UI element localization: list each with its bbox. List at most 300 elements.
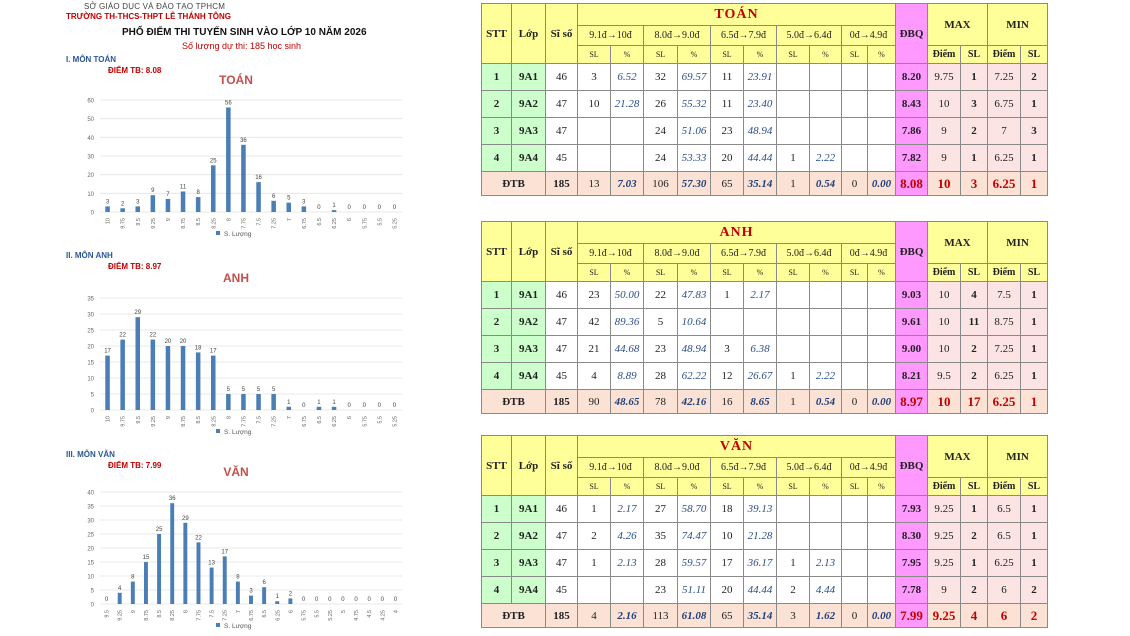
x-tick-label: 7.25: [271, 218, 278, 229]
row-min-count: 2: [1021, 64, 1048, 91]
header-class: Lớp: [512, 4, 546, 64]
pct-header: %: [678, 264, 711, 282]
table-row: [482, 118, 1048, 145]
x-tick-label: 7.75: [241, 416, 248, 427]
total-bucket-percent: 0.00: [868, 390, 896, 414]
header-max: MAX: [928, 436, 988, 478]
header-min: MIN: [988, 4, 1048, 46]
y-tick-label: 5: [90, 588, 94, 595]
total-label: ĐTB: [482, 172, 546, 196]
bar-value-label: 11: [179, 184, 187, 191]
chart-bar: [332, 210, 337, 212]
bucket-percent: 89.36: [611, 309, 644, 336]
bar-value-label: 0: [362, 403, 366, 409]
total-bucket-count: 78: [644, 390, 678, 414]
bucket-percent: 48.94: [744, 118, 777, 145]
x-tick-label: 6.75: [301, 218, 308, 229]
x-tick-label: 4.75: [354, 610, 361, 621]
chart-bar: [286, 407, 291, 410]
bucket-percent: 44.44: [744, 145, 777, 172]
table-row: [482, 309, 1048, 336]
chart-bar: [166, 199, 171, 212]
bar-value-label: 0: [301, 597, 306, 603]
pct-header: %: [868, 478, 896, 496]
total-bucket-count: 0: [842, 390, 868, 414]
sl-header: SL: [842, 478, 868, 496]
row-max-score: 9: [928, 145, 961, 172]
x-tick-label: 9: [130, 610, 137, 614]
range-header: 9.1đ→10đ: [578, 244, 644, 264]
row-min-count: 1: [1021, 496, 1048, 523]
range-header: 0đ→4.9đ: [842, 244, 896, 264]
row-min-count: 1: [1021, 336, 1048, 363]
bar-value-label: 0: [377, 205, 382, 211]
bar-chart-english: [84, 268, 414, 443]
x-tick-label: 7.25: [271, 416, 278, 427]
total-bucket-percent: 61.08: [678, 604, 711, 628]
row-min-count: 1: [1021, 550, 1048, 577]
bar-value-label: 1: [317, 399, 321, 406]
table-2: [481, 435, 1048, 628]
bucket-count: 1: [777, 145, 810, 172]
x-tick-label: 6.25: [275, 610, 282, 621]
bucket-percent: 62.22: [678, 363, 711, 390]
table-row: [482, 336, 1048, 363]
bar-value-label: 13: [208, 560, 215, 567]
sl-header: SL: [777, 264, 810, 282]
range-header: 9.1đ→10đ: [578, 26, 644, 46]
row-average: 7.95: [896, 550, 928, 577]
header-min: MIN: [988, 436, 1048, 478]
total-max-score: 9.25: [928, 604, 961, 628]
bucket-percent: [810, 309, 842, 336]
bucket-percent: [868, 118, 896, 145]
table-row: [482, 282, 1048, 309]
total-bucket-count: 65: [711, 604, 744, 628]
header-average: ĐBQ: [896, 222, 928, 282]
x-tick-label: 9: [165, 416, 172, 420]
chart-bar: [256, 182, 261, 212]
bucket-percent: 4.26: [611, 523, 644, 550]
sl-header: SL: [777, 46, 810, 64]
table-row: [482, 523, 1048, 550]
bucket-count: [842, 145, 868, 172]
bar-chart-math: [84, 70, 414, 245]
total-bucket-percent: 35.14: [744, 172, 777, 196]
bar-value-label: 0: [362, 205, 366, 211]
bar-value-label: 5: [256, 387, 261, 393]
section-avg-math: ĐIỂM TB: 8.08: [108, 66, 162, 75]
chart-bar: [144, 562, 148, 604]
chart-bar: [135, 206, 140, 212]
range-header: 6.5đ→7.9đ: [711, 244, 777, 264]
x-tick-label: 5.5: [377, 416, 384, 424]
pct-header: %: [810, 46, 842, 64]
chart-bar: [157, 534, 161, 604]
chart-bar: [271, 394, 276, 410]
y-tick-label: 20: [87, 173, 94, 180]
row-average: 8.20: [896, 64, 928, 91]
max-score-header: Điểm: [928, 478, 961, 496]
bucket-percent: 4.44: [810, 577, 842, 604]
bucket-count: 18: [711, 496, 744, 523]
table-row: [482, 363, 1048, 390]
row-max-count: 1: [961, 145, 988, 172]
department-name: SỞ GIÁO DỤC VÀ ĐÀO TẠO TPHCM: [84, 2, 226, 11]
row-max-count: 3: [961, 91, 988, 118]
x-tick-label: 8.25: [211, 218, 218, 229]
row-class: 9A3: [512, 118, 546, 145]
x-tick-label: 5.75: [301, 610, 308, 621]
subject-title: TOÁN: [578, 4, 896, 26]
bucket-count: 23: [644, 577, 678, 604]
row-stt: 1: [482, 496, 512, 523]
x-tick-label: 4: [393, 610, 400, 614]
table-total-row: [482, 604, 1048, 628]
bucket-percent: 74.47: [678, 523, 711, 550]
total-bucket-percent: 0.54: [810, 390, 842, 414]
row-min-score: 7: [988, 118, 1021, 145]
total-bucket-percent: 48.65: [611, 390, 644, 414]
y-tick-label: 5: [90, 392, 94, 399]
chart-bar: [211, 356, 216, 410]
total-bucket-count: 1: [777, 172, 810, 196]
bar-value-label: 29: [182, 515, 189, 522]
sl-header: SL: [842, 46, 868, 64]
max-score-header: Điểm: [928, 264, 961, 282]
row-min-score: 6.25: [988, 145, 1021, 172]
bucket-percent: 50.00: [611, 282, 644, 309]
bucket-percent: 48.94: [678, 336, 711, 363]
y-tick-label: 20: [87, 546, 94, 553]
row-class: 9A3: [512, 550, 546, 577]
table-row: [482, 91, 1048, 118]
chart-bar: [166, 346, 171, 410]
y-tick-label: 35: [87, 504, 94, 511]
row-max-score: 9.25: [928, 496, 961, 523]
chart-bar: [210, 568, 214, 604]
school-name: TRƯỜNG TH-THCS-THPT LÊ THÁNH TÔNG: [66, 12, 231, 21]
chart-english: [84, 268, 414, 443]
row-min-score: 7.5: [988, 282, 1021, 309]
range-header: 9.1đ→10đ: [578, 458, 644, 478]
y-tick-label: 0: [90, 210, 94, 217]
min-score-header: Điểm: [988, 264, 1021, 282]
x-tick-label: 9.25: [117, 610, 124, 621]
bucket-count: 22: [644, 282, 678, 309]
x-tick-label: 7.5: [256, 416, 263, 424]
total-min-count: 2: [1021, 604, 1048, 628]
legend-label: S. Lượng: [224, 623, 252, 630]
range-header: 5.0đ→6.4đ: [777, 244, 842, 264]
row-stt: 3: [482, 118, 512, 145]
bucket-percent: 8.89: [611, 363, 644, 390]
row-min-score: 6.5: [988, 523, 1021, 550]
row-min-score: 6.75: [988, 91, 1021, 118]
row-stt: 2: [482, 523, 512, 550]
bar-value-label: 2: [288, 591, 293, 598]
bucket-count: [842, 91, 868, 118]
max-count-header: SL: [961, 46, 988, 64]
bar-value-label: 29: [134, 310, 142, 317]
bucket-percent: [810, 336, 842, 363]
sl-header: SL: [842, 264, 868, 282]
x-tick-label: 7.25: [222, 610, 229, 621]
bucket-count: [842, 496, 868, 523]
x-tick-label: 8.25: [170, 610, 177, 621]
row-class: 9A4: [512, 363, 546, 390]
bucket-count: 17: [711, 550, 744, 577]
table-row: [482, 64, 1048, 91]
row-average: 8.43: [896, 91, 928, 118]
y-tick-label: 50: [87, 117, 94, 124]
total-size: 185: [546, 172, 578, 196]
section-label-math: I. MÔN TOÁN: [66, 55, 117, 64]
row-class: 9A1: [512, 496, 546, 523]
bucket-count: 20: [711, 145, 744, 172]
row-min-count: 2: [1021, 577, 1048, 604]
bucket-count: [842, 523, 868, 550]
pct-header: %: [810, 478, 842, 496]
chart-bar: [170, 503, 174, 604]
row-size: 45: [546, 577, 578, 604]
bar-value-label: 22: [119, 332, 126, 339]
row-size: 47: [546, 336, 578, 363]
row-stt: 3: [482, 550, 512, 577]
chart-bar: [196, 197, 201, 212]
bucket-count: [842, 118, 868, 145]
bucket-percent: 23.40: [744, 91, 777, 118]
pct-header: %: [810, 264, 842, 282]
row-average: 9.61: [896, 309, 928, 336]
chart-bar: [120, 340, 125, 410]
bucket-percent: [868, 309, 896, 336]
table-row: [482, 550, 1048, 577]
section-avg-literature: ĐIỂM TB: 7.99: [108, 461, 162, 470]
pct-header: %: [611, 478, 644, 496]
bucket-count: 21: [578, 336, 611, 363]
bar-value-label: 22: [149, 332, 157, 339]
chart-bar: [151, 195, 156, 212]
bucket-percent: [611, 118, 644, 145]
chart-title: VĂN: [223, 465, 249, 479]
x-tick-label: 8.75: [181, 218, 188, 229]
bucket-percent: 2.17: [744, 282, 777, 309]
bucket-count: 26: [644, 91, 678, 118]
range-header: 5.0đ→6.4đ: [777, 458, 842, 478]
x-tick-label: 5.25: [327, 610, 334, 621]
row-size: 47: [546, 91, 578, 118]
x-tick-label: 8.5: [157, 610, 164, 618]
max-count-header: SL: [961, 478, 988, 496]
total-max-count: 17: [961, 390, 988, 414]
x-tick-label: 6.5: [262, 610, 269, 618]
pct-header: %: [868, 46, 896, 64]
row-average: 9.03: [896, 282, 928, 309]
x-tick-label: 9.75: [120, 416, 127, 427]
row-class: 9A1: [512, 64, 546, 91]
bucket-count: [578, 577, 611, 604]
range-header: 6.5đ→7.9đ: [711, 458, 777, 478]
bucket-count: 11: [711, 91, 744, 118]
bucket-count: 10: [578, 91, 611, 118]
x-tick-label: 7.75: [241, 218, 248, 229]
bar-value-label: 0: [341, 597, 345, 603]
total-max-count: 3: [961, 172, 988, 196]
bar-value-label: 0: [392, 403, 397, 409]
total-min-score: 6.25: [988, 390, 1021, 414]
row-size: 45: [546, 145, 578, 172]
x-tick-label: 9.75: [120, 218, 127, 229]
row-min-count: 3: [1021, 118, 1048, 145]
header-stt: STT: [482, 436, 512, 496]
bar-value-label: 0: [392, 205, 397, 211]
range-header: 5.0đ→6.4đ: [777, 26, 842, 46]
total-bucket-percent: 8.65: [744, 390, 777, 414]
total-bucket-count: 16: [711, 390, 744, 414]
chart-bar: [286, 203, 291, 212]
bucket-percent: [868, 523, 896, 550]
bar-value-label: 1: [332, 399, 336, 406]
x-tick-label: 9.25: [150, 416, 157, 427]
total-average: 7.99: [896, 604, 928, 628]
y-tick-label: 35: [87, 296, 94, 303]
pct-header: %: [744, 264, 777, 282]
y-tick-label: 25: [87, 532, 94, 539]
row-stt: 1: [482, 64, 512, 91]
table-row: [482, 145, 1048, 172]
bucket-percent: 21.28: [611, 91, 644, 118]
total-bucket-count: 65: [711, 172, 744, 196]
bar-value-label: 4: [118, 585, 122, 592]
bucket-count: [777, 118, 810, 145]
x-tick-label: 9.25: [150, 218, 157, 229]
bar-value-label: 17: [221, 549, 229, 556]
header-stt: STT: [482, 222, 512, 282]
bucket-count: 28: [644, 550, 678, 577]
y-tick-label: 15: [87, 360, 94, 367]
table-total-row: [482, 172, 1048, 196]
bucket-count: 23: [644, 336, 678, 363]
chart-bar: [196, 352, 201, 410]
chart-bar: [151, 340, 156, 410]
row-min-score: 6.25: [988, 363, 1021, 390]
table-1: [481, 221, 1048, 414]
row-min-score: 6.25: [988, 550, 1021, 577]
header-class: Lớp: [512, 222, 546, 282]
total-bucket-percent: 0.00: [868, 172, 896, 196]
bucket-percent: 59.57: [678, 550, 711, 577]
bucket-count: [842, 336, 868, 363]
min-count-header: SL: [1021, 46, 1048, 64]
sl-header: SL: [578, 478, 611, 496]
row-min-score: 7.25: [988, 64, 1021, 91]
row-average: 8.30: [896, 523, 928, 550]
y-tick-label: 15: [87, 560, 94, 567]
min-score-header: Điểm: [988, 46, 1021, 64]
sl-header: SL: [711, 478, 744, 496]
chart-bar: [271, 201, 276, 212]
bucket-count: 23: [578, 282, 611, 309]
chart-bar: [105, 206, 110, 212]
row-size: 47: [546, 118, 578, 145]
total-bucket-count: 106: [644, 172, 678, 196]
sl-header: SL: [777, 478, 810, 496]
row-max-count: 1: [961, 64, 988, 91]
x-tick-label: 7.5: [256, 218, 263, 226]
bar-value-label: 8: [131, 574, 135, 581]
x-tick-label: 9: [165, 218, 172, 222]
bucket-percent: 69.57: [678, 64, 711, 91]
chart-bar: [241, 145, 246, 212]
row-size: 46: [546, 282, 578, 309]
row-stt: 4: [482, 145, 512, 172]
row-max-count: 11: [961, 309, 988, 336]
row-average: 9.00: [896, 336, 928, 363]
chart-bar: [226, 107, 231, 212]
sl-header: SL: [644, 46, 678, 64]
row-max-count: 2: [961, 577, 988, 604]
pct-header: %: [611, 264, 644, 282]
row-size: 47: [546, 523, 578, 550]
bar-value-label: 8: [196, 190, 200, 197]
row-class: 9A2: [512, 309, 546, 336]
chart-bar: [131, 582, 135, 604]
total-bucket-count: 4: [578, 604, 611, 628]
header-min: MIN: [988, 222, 1048, 264]
bucket-percent: 2.22: [810, 145, 842, 172]
sl-header: SL: [644, 264, 678, 282]
bucket-percent: 2.13: [611, 550, 644, 577]
chart-bar: [262, 587, 266, 604]
bar-value-label: 0: [380, 597, 384, 603]
bucket-percent: 36.17: [744, 550, 777, 577]
x-tick-label: 8.75: [181, 416, 188, 427]
bucket-count: 1: [777, 550, 810, 577]
sl-header: SL: [644, 478, 678, 496]
y-tick-label: 40: [87, 135, 94, 142]
x-tick-label: 6.5: [316, 416, 323, 424]
subject-title: ANH: [578, 222, 896, 244]
bar-value-label: 6: [262, 580, 266, 587]
pct-header: %: [868, 264, 896, 282]
bar-value-label: 22: [195, 535, 202, 542]
pct-header: %: [744, 46, 777, 64]
chart-bar: [332, 407, 337, 410]
bucket-percent: [868, 336, 896, 363]
chart-bar: [249, 596, 253, 604]
bucket-count: 23: [711, 118, 744, 145]
y-tick-label: 40: [87, 490, 94, 497]
header-size: Sĩ số: [546, 222, 578, 282]
row-stt: 3: [482, 336, 512, 363]
y-tick-label: 30: [87, 518, 94, 525]
bucket-percent: 26.67: [744, 363, 777, 390]
y-tick-label: 0: [90, 602, 94, 609]
total-bucket-percent: 35.14: [744, 604, 777, 628]
x-tick-label: 6.5: [316, 218, 323, 226]
range-header: 0đ→4.9đ: [842, 458, 896, 478]
bucket-count: 28: [644, 363, 678, 390]
bucket-percent: 23.91: [744, 64, 777, 91]
row-min-count: 1: [1021, 309, 1048, 336]
bucket-count: [842, 577, 868, 604]
row-max-score: 10: [928, 336, 961, 363]
row-class: 9A2: [512, 91, 546, 118]
bar-value-label: 16: [255, 175, 262, 182]
total-bucket-percent: 57.30: [678, 172, 711, 196]
bucket-percent: [868, 496, 896, 523]
